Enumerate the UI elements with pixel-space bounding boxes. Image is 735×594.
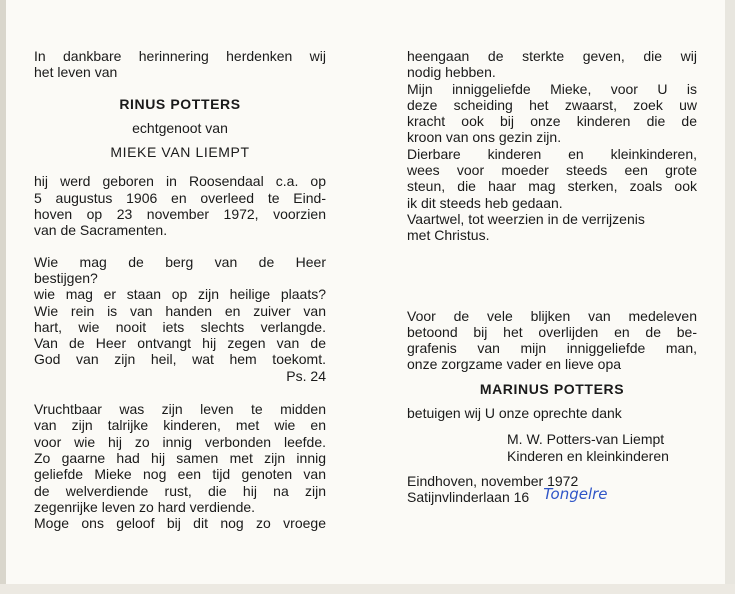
continuation-text (407, 48, 697, 81)
text-line: voor wie hij zo innig verbonden leefde. (34, 433, 326, 450)
text-line: hoven op 23 november 1972, voorzien (34, 206, 326, 223)
psalm-verse (34, 254, 326, 384)
handwritten-note: Tongelre (543, 485, 608, 504)
psalm-reference: Ps. 24 (286, 367, 326, 384)
text-line: kracht ook bij onze kinderen die de (407, 113, 697, 130)
farewell-wife (407, 81, 697, 146)
text-line: deze scheiding het zwaarst, zoek uw (407, 96, 697, 113)
text-line: Dierbare kinderen en kleinkinderen, (407, 145, 697, 162)
text-line: hart, wie nooit iets slechts verlangde. (34, 318, 326, 335)
deceased-name: RINUS POTTERS (119, 95, 241, 112)
text-line: Van de Heer ontvangt hij zegen van de (34, 335, 326, 352)
thanks-line: betuigen wij U onze oprechte dank (407, 405, 622, 422)
text-line: van zijn talrijke kinderen, met wie en (34, 417, 326, 434)
text-line: hij werd geboren in Roosendaal c.a. op (34, 173, 326, 190)
card-edge-shadow (0, 0, 6, 594)
life-text (34, 401, 326, 531)
text-line: van de Sacramenten. (34, 222, 168, 239)
signatory: Kinderen en kleinkinderen (507, 447, 669, 464)
text-line: de welverdiende rust, die hij na zijn (34, 482, 326, 499)
right-page (407, 48, 697, 506)
text-line: betoond bij het overlijden en de be- (407, 323, 697, 340)
thanks-intro (407, 308, 697, 373)
text-line: heengaan de sterkte geven, die wij (407, 48, 697, 64)
text-line: steun, die haar mag sterken, zoals ook (407, 178, 697, 195)
text-line: grafenis van mijn inniggeliefde man, (407, 340, 697, 357)
text-line: onze zorgzame vader en lieve opa (407, 356, 622, 373)
card-edge-bottom (0, 584, 735, 594)
text-line: Wie rein is van handen en zuiver van (34, 302, 326, 319)
farewell-children (407, 146, 697, 244)
address-line (407, 485, 697, 506)
text-line: 5 augustus 1906 en overleed te Eind- (34, 189, 326, 206)
intro-text (34, 48, 326, 81)
text-line: Moge ons geloof bij dit nog zo vroege (34, 515, 326, 532)
text-line: bestijgen? (34, 269, 98, 286)
text-line: Voor de vele blijken van medeleven (407, 307, 697, 324)
text-line: Zo gaarne had hij samen met zijn innig (34, 449, 326, 466)
signatory: M. W. Potters-van Liempt (507, 431, 665, 448)
text-line: Vruchtbaar was zijn leven te midden (34, 401, 326, 418)
text-line: ik dit steeds heb gedaan. (407, 194, 563, 211)
text-line: Vaartwel, tot weerzien in de verrijzenis (407, 210, 645, 227)
card-edge-right (725, 0, 735, 594)
text-line: geliefde Mieke nog een tijd genoten van (34, 466, 326, 483)
place-date: Eindhoven, november 1972 (407, 472, 579, 489)
text-line: God van zijn heil, wat hem toekomt. (34, 351, 326, 368)
text-line: wie mag er staan op zijn heilige plaats? (34, 286, 326, 303)
text-line: het leven van (34, 64, 118, 81)
text-line: nodig hebben. (407, 64, 496, 81)
text-line: In dankbare herinnering herdenken wij (34, 48, 326, 64)
text-line: wees voor moeder steeds een grote (407, 162, 697, 179)
biography (34, 173, 326, 238)
signatories (407, 431, 697, 464)
deceased-full-name: MARINUS POTTERS (479, 380, 625, 397)
text-line: Mijn inniggeliefde Mieke, voor U is (407, 80, 697, 97)
spouse-name: MIEKE VAN LIEMPT (110, 144, 250, 161)
text-line: kroon van ons gezin zijn. (407, 129, 562, 146)
spouse-label: echtgenoot van (132, 119, 228, 136)
left-page (34, 48, 326, 531)
text-line: zegenrijke leven zo hard verdiende. (34, 498, 256, 515)
text-line: Wie mag de berg van de Heer (34, 253, 326, 270)
address: Satijnvlinderlaan 16 (407, 489, 530, 506)
text-line: met Christus. (407, 227, 490, 244)
